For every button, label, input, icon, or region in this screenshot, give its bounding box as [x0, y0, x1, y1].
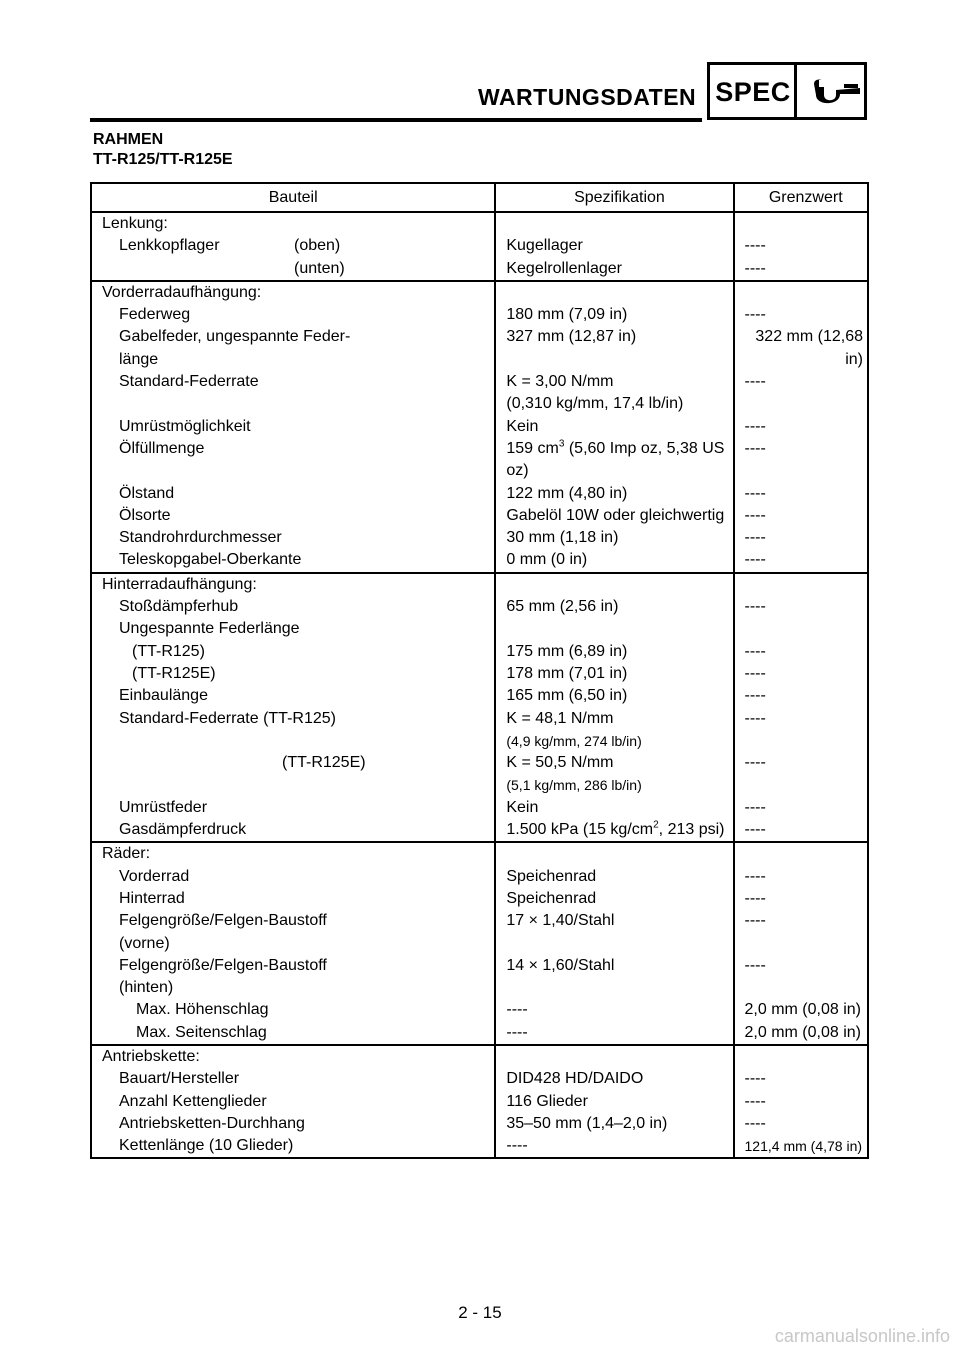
cell-spec: Speichenrad: [495, 888, 733, 910]
table-row: [91, 819, 868, 842]
cell-spec: 178 mm (7,01 in): [495, 663, 733, 685]
cell-label: Antriebsketten-Durchhang: [91, 1113, 495, 1135]
cell-limit: ----: [734, 371, 868, 416]
cell-spec: K = 50,5 N/mm: [506, 754, 614, 772]
cell-label: Ölsorte: [91, 505, 495, 527]
cell-limit: ----: [734, 416, 868, 438]
cell-limit: ----: [734, 258, 868, 281]
section-title: RAHMEN: [93, 131, 164, 148]
cell-spec-cont: (4,9 kg/mm, 274 lb/in): [506, 732, 642, 749]
cell-limit: ----: [734, 304, 868, 326]
cell-spec: 175 mm (6,89 in): [495, 641, 733, 663]
cell-label: Hinterrad: [91, 888, 495, 910]
cell-limit: ----: [734, 235, 868, 257]
cell-spec: Kegelrollenlager: [495, 258, 733, 281]
cell-spec: ----: [495, 1022, 733, 1045]
cell-spec-cont: (5,1 kg/mm, 286 lb/in): [506, 777, 642, 794]
table-row: [91, 955, 868, 1000]
cell-spec: 1.500 kPa (15 $kg/cm^2$, 213 psi): [495, 819, 733, 842]
cell-limit: ----: [734, 866, 868, 888]
cell-label-cont: länge: [119, 350, 159, 368]
header-rule: [90, 118, 702, 122]
cell-label: Ölfüllmenge: [91, 438, 495, 483]
cell-limit: ----: [734, 641, 868, 663]
group-heading: Hinterradaufhängung:: [91, 573, 495, 596]
cell-limit: ----: [734, 1068, 868, 1090]
cell-label: (TT-R125E): [91, 663, 495, 685]
cell-label-cont: (vorne): [119, 934, 170, 952]
cell-spec: 122 mm (4,80 in): [495, 483, 733, 505]
cell-limit: ----: [734, 505, 868, 527]
table-row: [91, 1022, 868, 1045]
cell-label: (TT-R125E): [91, 752, 495, 797]
table-row: [91, 573, 868, 596]
cell-label: Vorderrad: [91, 866, 495, 888]
cell-limit: ----: [734, 1113, 868, 1135]
table-row: [91, 416, 868, 438]
cell-label: Einbaulänge: [91, 685, 495, 707]
group-heading: Antriebskette:: [91, 1045, 495, 1068]
table-row: [91, 797, 868, 819]
table-row: [91, 281, 868, 304]
cell-limit: ----: [734, 888, 868, 910]
table-row: [91, 1045, 868, 1068]
table-row: [91, 371, 868, 416]
cell-label: Standrohrdurchmesser: [91, 527, 495, 549]
cell-spec: 30 mm (1,18 in): [495, 527, 733, 549]
cell-limit: ----: [734, 708, 868, 753]
spec-label: SPEC: [715, 77, 791, 107]
cell-limit: ----: [734, 1091, 868, 1113]
cell-spec: K = 48,1 N/mm: [506, 709, 614, 727]
table-header-row: [91, 183, 868, 212]
table-row: [91, 685, 868, 707]
table-row: [91, 641, 868, 663]
cell-spec: ----: [495, 1135, 733, 1158]
cell-label: Stoßdämpferhub: [91, 596, 495, 618]
cell-label: Gabelfeder, ungespannte Feder-: [119, 328, 351, 346]
cell-limit: ----: [734, 819, 868, 842]
cell-spec: 165 mm (6,50 in): [495, 685, 733, 707]
cell-spec: K = 3,00 N/mm: [506, 373, 614, 391]
section-subtitle: TT-R125/TT-R125E: [93, 151, 233, 168]
cell-label: Federweg: [91, 304, 495, 326]
cell-label: (TT-R125): [91, 641, 495, 663]
cell-label: Ungespannte Federlänge: [91, 618, 495, 640]
table-row: [91, 1113, 868, 1135]
col-header-spec: Spezifikation: [495, 183, 733, 212]
cell-spec: Kugellager: [495, 235, 733, 257]
cell-label: Kettenlänge (10 Glieder): [91, 1135, 495, 1158]
cell-limit: ----: [734, 596, 868, 618]
table-row: [91, 752, 868, 797]
cell-limit: 2,0 mm (0,08 in): [734, 999, 868, 1021]
table-row: [91, 910, 868, 955]
cell-limit: ----: [734, 685, 868, 707]
cell-label: Anzahl Kettenglieder: [91, 1091, 495, 1113]
cell-label: Standard-Federrate (TT-R125): [91, 708, 495, 753]
group-heading: Räder:: [91, 842, 495, 865]
table-row: [91, 438, 868, 483]
cell-label: Gasdämpferdruck: [91, 819, 495, 842]
table-row: [91, 212, 868, 235]
col-header-component: Bauteil: [91, 183, 495, 212]
table-row: [91, 618, 868, 640]
cell-spec: DID428 HD/DAIDO: [495, 1068, 733, 1090]
table-row: [91, 483, 868, 505]
table-row: [91, 596, 868, 618]
spec-badge: [707, 62, 867, 120]
page-title: WARTUNGSDATEN: [478, 84, 697, 110]
cell-limit: 322 mm (12,68 in): [734, 326, 868, 371]
cell-label: Lenkkopflager: [119, 237, 220, 255]
cell-limit: ----: [734, 549, 868, 572]
cell-limit: ----: [734, 955, 868, 1000]
badge-divider: [794, 65, 797, 117]
table-row: [91, 235, 868, 257]
table-row: [91, 842, 868, 865]
cell-label: Bauart/Hersteller: [91, 1068, 495, 1090]
cell-limit: ----: [734, 663, 868, 685]
cell-spec: 159 $cm^3$ (5,60 Imp oz, 5,38 US oz): [495, 438, 733, 483]
table-row: [91, 326, 868, 371]
table-row: [91, 527, 868, 549]
table-row: [91, 505, 868, 527]
table-row: [91, 304, 868, 326]
cell-limit: ----: [734, 910, 868, 955]
cell-spec: Gabelöl 10W oder gleichwertig: [495, 505, 733, 527]
cell-limit: ----: [734, 483, 868, 505]
table-row: [91, 549, 868, 572]
cell-spec: 17 × 1,40/Stahl: [495, 910, 733, 955]
page-number: 2 - 15: [458, 1303, 502, 1322]
cell-spec: 327 mm (12,87 in): [495, 326, 733, 371]
cell-limit: 2,0 mm (0,08 in): [734, 1022, 868, 1045]
col-header-limit: Grenzwert: [734, 183, 868, 212]
table-row: [91, 1091, 868, 1113]
cell-spec: 0 mm (0 in): [495, 549, 733, 572]
cell-label: Felgengröße/Felgen-Baustoff: [119, 912, 327, 930]
cell-spec: 65 mm (2,56 in): [495, 596, 733, 618]
cell-label: Teleskopgabel-Oberkante: [91, 549, 495, 572]
cell-spec: ----: [495, 999, 733, 1021]
cell-limit: ----: [734, 438, 868, 483]
table-row: [91, 663, 868, 685]
cell-limit: ----: [734, 797, 868, 819]
cell-label-cont: (hinten): [119, 979, 174, 997]
cell-limit: ----: [734, 527, 868, 549]
cell-spec: 116 Glieder: [495, 1091, 733, 1113]
cell-label: Ölstand: [91, 483, 495, 505]
table-row: [91, 888, 868, 910]
cell-label: Felgengröße/Felgen-Baustoff: [119, 956, 327, 974]
cell-limit: ----: [734, 752, 868, 797]
cell-spec: Speichenrad: [495, 866, 733, 888]
spec-table: [90, 182, 869, 1159]
table-row: [91, 866, 868, 888]
table-row: [91, 1068, 868, 1090]
table-row: [91, 1135, 868, 1158]
cell-spec: 14 × 1,60/Stahl: [495, 955, 733, 1000]
cell-sublabel: (unten): [294, 259, 345, 277]
cell-label: Umrüstmöglichkeit: [91, 416, 495, 438]
cell-spec-cont: (0,310 kg/mm, 17,4 lb/in): [506, 395, 684, 413]
cell-sublabel: (oben): [294, 237, 341, 255]
cell-label: Umrüstfeder: [91, 797, 495, 819]
cell-spec: Kein: [495, 797, 733, 819]
cell-spec: Kein: [495, 416, 733, 438]
cell-label: Max. Höhenschlag: [91, 999, 495, 1021]
cell-limit: 121,4 mm (4,78 in): [734, 1135, 868, 1158]
table-row: [91, 708, 868, 753]
cell-label: Max. Seitenschlag: [91, 1022, 495, 1045]
cell-spec: 180 mm (7,09 in): [495, 304, 733, 326]
table-row: [91, 258, 868, 281]
table-row: [91, 999, 868, 1021]
group-heading: Vorderradaufhängung:: [91, 281, 495, 304]
cell-label: Standard-Federrate: [91, 371, 495, 416]
wrench-icon: [810, 75, 862, 111]
watermark: carmanualsonline.info: [774, 1326, 950, 1346]
cell-spec: 35–50 mm (1,4–2,0 in): [495, 1113, 733, 1135]
group-heading: Lenkung:: [91, 212, 495, 235]
